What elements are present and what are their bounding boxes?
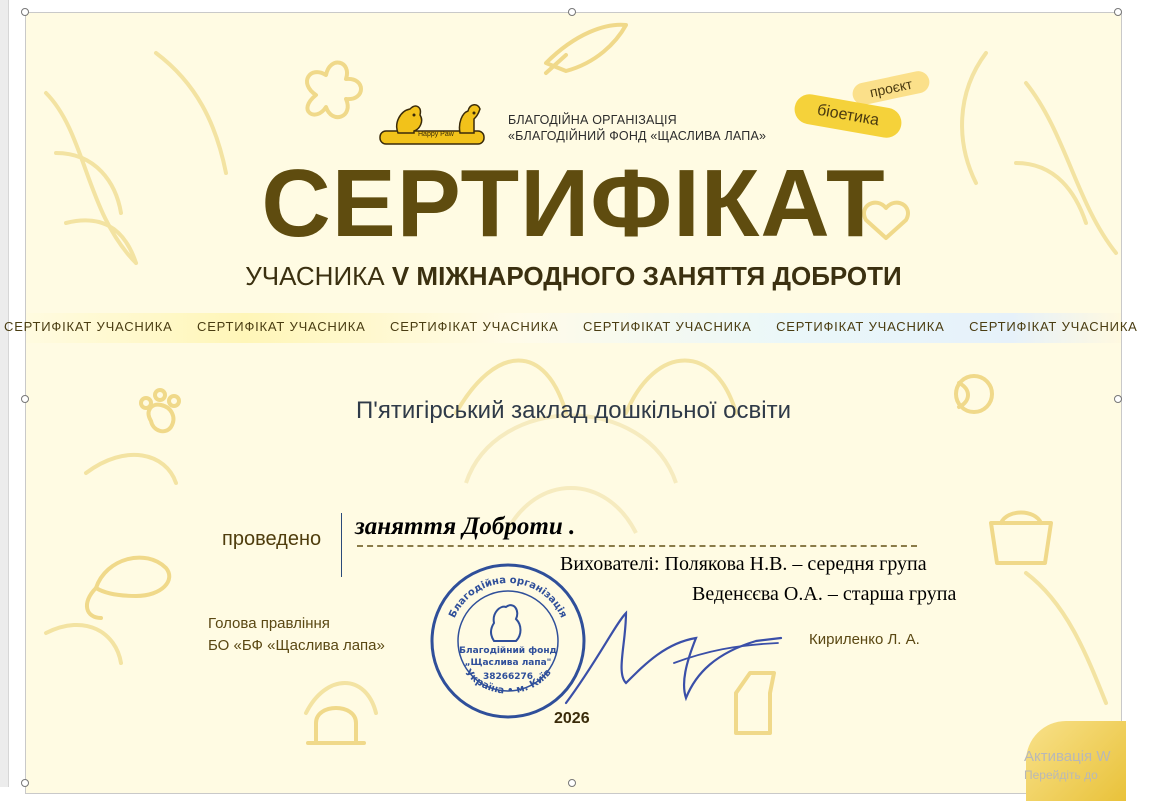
project-badge-bottom: біоетика: [792, 92, 904, 140]
ribbon-track: [4, 319, 1158, 334]
certificate-title: СЕРТИФІКАТ: [261, 150, 886, 257]
head-title-line-2: БО «БФ «Щаслива лапа»: [208, 637, 385, 654]
head-title-line-1: Голова правління: [208, 615, 330, 632]
svg-text:Благодійна організація: [447, 575, 568, 620]
stamp-center-line-1: Благодійний фонд: [459, 646, 557, 656]
resize-handle-top-right[interactable]: [1114, 8, 1122, 16]
stamp-code: 38266276: [482, 672, 534, 682]
ribbon-item: СЕРТИФІКАТ УЧАСНИКА: [197, 319, 366, 334]
resize-handle-top-left[interactable]: [21, 8, 29, 16]
certificate-year: 2026: [554, 710, 590, 727]
dashed-line: [357, 545, 917, 547]
project-badge-top: проєкт: [851, 69, 932, 107]
organization-line-1: БЛАГОДІЙНА ОРГАНІЗАЦІЯ: [508, 113, 677, 127]
subtitle-prefix: УЧАСНИКА: [245, 261, 385, 291]
certificate-image[interactable]: [4, 12, 1138, 794]
head-title: [208, 613, 385, 657]
text-cursor: [341, 513, 342, 577]
logo-text: Happy Paw: [418, 131, 454, 138]
ribbon-item: СЕРТИФІКАТ УЧАСНИКА: [4, 319, 173, 334]
teacher-line-2[interactable]: Веденєєва О.А. – старша група: [692, 583, 957, 605]
activation-watermark-line-2: Перейдіть до: [1024, 768, 1098, 782]
resize-handle-top-center[interactable]: [568, 8, 576, 16]
organization-line-2: «БЛАГОДІЙНИЙ ФОНД «ЩАСЛИВА ЛАПА»: [508, 129, 767, 143]
happy-paw-logo-icon: [378, 99, 486, 145]
school-name: П'ятигірський заклад дошкільної освіти: [356, 397, 791, 424]
resize-handle-middle-left[interactable]: [21, 395, 29, 403]
event-text[interactable]: заняття Доброти .: [355, 513, 576, 540]
subtitle-bold: V МІЖНАРОДНОГО ЗАНЯТТЯ ДОБРОТИ: [391, 261, 902, 291]
ribbon-item: СЕРТИФІКАТ УЧАСНИКА: [390, 319, 559, 334]
ribbon-item: СЕРТИФІКАТ УЧАСНИКА: [776, 319, 945, 334]
activation-watermark-line-1: Активація W: [1024, 748, 1111, 765]
certificate-ribbon: [4, 313, 1138, 343]
ribbon-item: СЕРТИФІКАТ УЧАСНИКА: [969, 319, 1138, 334]
ribbon-item: СЕРТИФІКАТ УЧАСНИКА: [583, 319, 752, 334]
stamp-top-text: Благодійна організація: [447, 574, 569, 620]
teacher-line-1[interactable]: Вихователі: Полякова Н.В. – середня група: [560, 553, 927, 575]
stamp-bottom-text: Україна • м. Київ: [462, 667, 554, 697]
held-label: проведено: [222, 528, 322, 550]
certificate-subtitle: [26, 261, 1121, 292]
head-name: Кириленко Л. А.: [809, 631, 920, 648]
signature: [556, 603, 786, 713]
resize-handle-middle-right[interactable]: [1114, 395, 1122, 403]
resize-handle-bottom-left[interactable]: [21, 779, 29, 787]
resize-handle-bottom-center[interactable]: [568, 779, 576, 787]
stamp-center-line-2: „Щаслива лапа": [464, 658, 552, 668]
left-margin-bar: [0, 0, 9, 787]
